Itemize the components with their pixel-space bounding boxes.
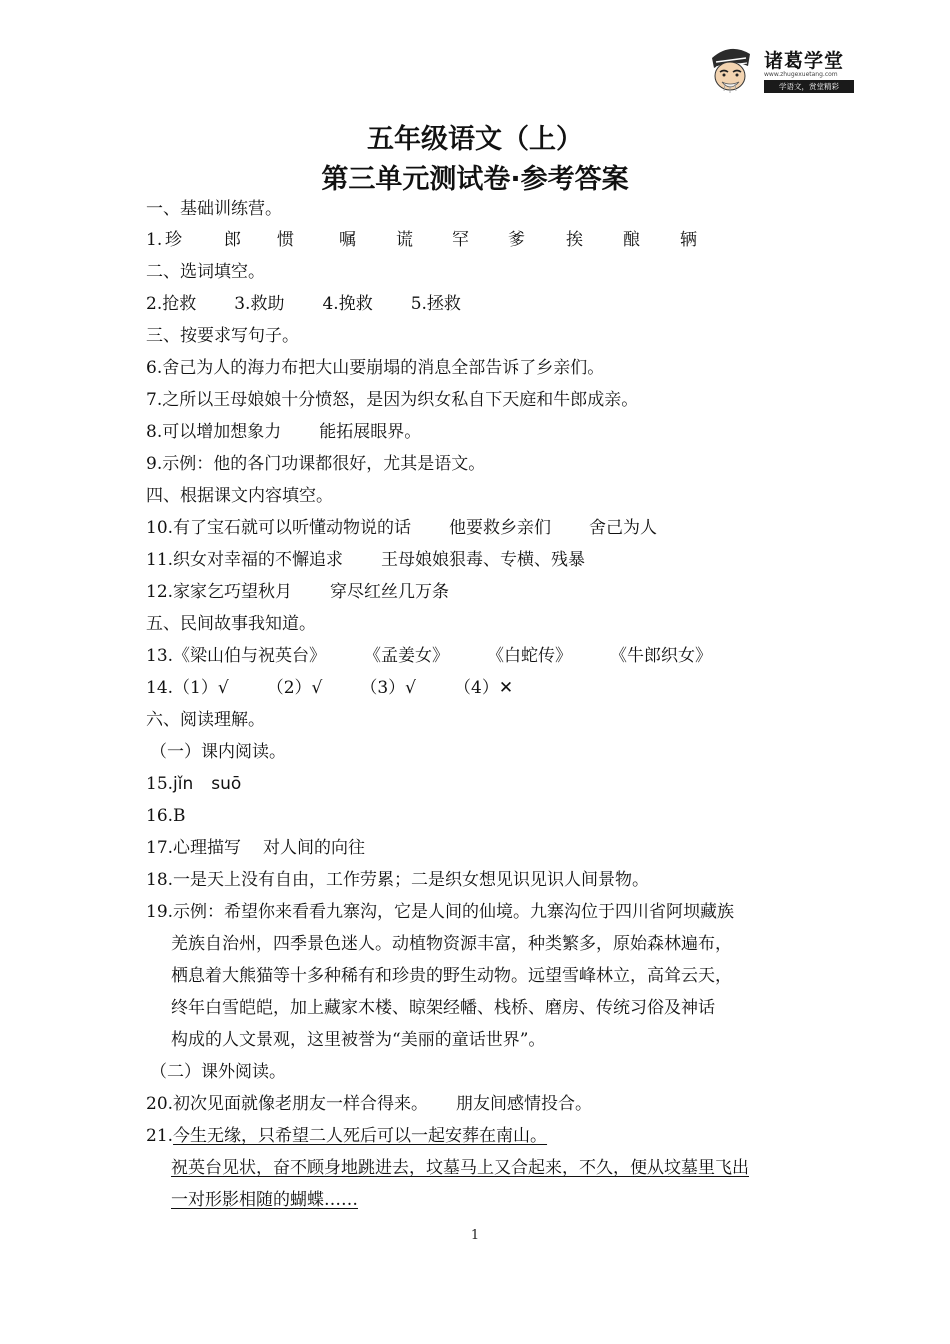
answer-q14-part: （4）✕ [454,678,514,698]
answer-q8 [146,421,421,443]
answer-q9: 9.示例：他的各门功课都很好，尤其是语文。 [146,454,486,474]
q1-char: 酿 [623,230,640,250]
q1-char: 郎 [224,230,241,250]
answer-q17-part: 对人间的向往 [263,838,366,858]
section-heading-6: 六、阅读理解。 [146,710,265,730]
page-title: 五年级语文（上） [367,124,583,155]
answer-q10-part: 舍己为人 [589,518,658,538]
answer-q21-line: 祝英台见状，奋不顾身地跳进去，坟墓马上又合起来，不久，便从坟墓里飞出 [171,1158,749,1178]
answer-q14 [146,677,513,699]
answer-q19-line: 羌族自治州，四季景色迷人。动植物资源丰富，种类繁多，原始森林遍布， [171,934,732,954]
answer-q20-part: 朋友间感情投合。 [456,1094,593,1114]
q1-char: 罕 [452,230,469,250]
answer-q10-part: 他要救乡亲们 [449,518,552,538]
answer-q2-5 [146,293,461,315]
answer-q21-line: 一对形影相随的蝴蝶…… [171,1190,358,1210]
answer-q18: 18.一是天上没有自由，工作劳累；二是织女想见识见识人间景物。 [146,870,650,890]
answer-q16: 16.B [146,806,186,826]
answer-q19-line: 构成的人文景观，这里被誉为“美丽的童话世界”。 [171,1030,546,1050]
subsection-heading-2: （二）课外阅读。 [150,1062,286,1082]
answer-q10-part: 10.有了宝石就可以听懂动物说的话 [146,518,412,538]
answer-q8-part: 8.可以增加想象力 [146,422,282,442]
section-heading-5: 五、民间故事我知道。 [146,614,316,634]
answer-q14-number: 14. [146,678,174,698]
answer-q7: 7.之所以王母娘娘十分愤怒，是因为织女私自下天庭和牛郎成亲。 [146,390,639,410]
q1-char: 爹 [508,230,525,250]
answer-q15-number: 15. [146,774,174,794]
answer-q5: 5.拯救 [410,294,461,314]
answer-q2: 2.抢救 [146,294,197,314]
answer-q17 [146,837,365,859]
answer-q15-part: jǐn [173,774,194,794]
answer-q13 [146,645,712,667]
answer-q21 [146,1125,547,1147]
answer-q4: 4.挽救 [322,294,373,314]
answer-q12-part: 12.家家乞巧望秋月 [146,582,293,602]
section-heading-1: 一、基础训练营。 [146,199,282,219]
answer-q8-part: 能拓展眼界。 [319,422,422,442]
answer-q11-part: 11.织女对幸福的不懈追求 [146,550,344,570]
answer-q19-line: 栖息着大熊猫等十多种稀有和珍贵的野生动物。远望雪峰林立，高耸云天， [171,966,732,986]
section-heading-2: 二、选词填空。 [146,262,265,282]
subsection-heading-1: （一）课内阅读。 [150,742,286,762]
answer-q12-part: 穿尽红丝几万条 [330,582,450,602]
answer-q11-part: 王母娘娘狠毒、专横、残暴 [381,550,586,570]
answer-q19-line: 19.示例：希望你来看看九寨沟，它是人间的仙境。九寨沟位于四川省阿坝藏族 [146,902,735,922]
answer-q21-number: 21. [146,1126,174,1146]
answer-q6: 6.舍己为人的海力布把大山要崩塌的消息全部告诉了乡亲们。 [146,358,605,378]
logo [706,44,856,94]
answer-q19-line: 终年白雪皑皑，加上藏家木楼、晾架经幡、栈桥、磨房、传统习俗及神话 [171,998,715,1018]
q1-number: 1. [146,230,163,250]
answer-q3: 3.救助 [234,294,285,314]
answer-q17-part: 17.心理描写 [146,838,242,858]
section-heading-4: 四、根据课文内容填空。 [146,486,333,506]
logo-url-text: www.zhugexuetang.com [764,71,838,78]
page-subtitle: 第三单元测试卷·参考答案 [321,164,629,195]
logo-brand-text: 诸葛学堂 [764,50,845,72]
answer-q13-part: 《孟姜女》 [364,646,450,666]
answer-q14-part: （2）√ [266,678,323,698]
answer-q14-part: （1）√ [173,678,229,698]
q1-char: 辆 [680,230,697,250]
answer-q14-part: （3）√ [360,678,417,698]
answer-q13-part: 《牛郎织女》 [610,646,713,666]
answer-q10 [146,517,657,539]
section-heading-3: 三、按要求写句子。 [146,326,299,346]
scholar-face-icon [706,44,754,94]
answer-q21-part: 今生无缘，只希望二人死后可以一起安葬在南山。 [173,1126,548,1146]
q1-char: 挨 [566,230,583,250]
q1-char: 嘱 [339,230,356,250]
q1-char: 惯 [277,230,294,250]
answer-q12 [146,581,449,603]
logo-slogan: 学语文，赏堂精彩 [764,80,854,93]
answer-q15-part: suō [211,774,242,794]
answer-q20-part: 20.初次见面就像老朋友一样合得来。 [146,1094,429,1114]
answer-q13-part: 《白蛇传》 [487,646,573,666]
answer-q13-part: 13.《梁山伯与祝英台》 [146,646,327,666]
answer-q11 [146,549,585,571]
answer-q15 [146,773,241,795]
q1-char: 谎 [396,230,413,250]
page-number: 1 [470,1228,480,1243]
q1-char: 珍 [165,230,182,250]
answer-q20 [146,1093,592,1115]
